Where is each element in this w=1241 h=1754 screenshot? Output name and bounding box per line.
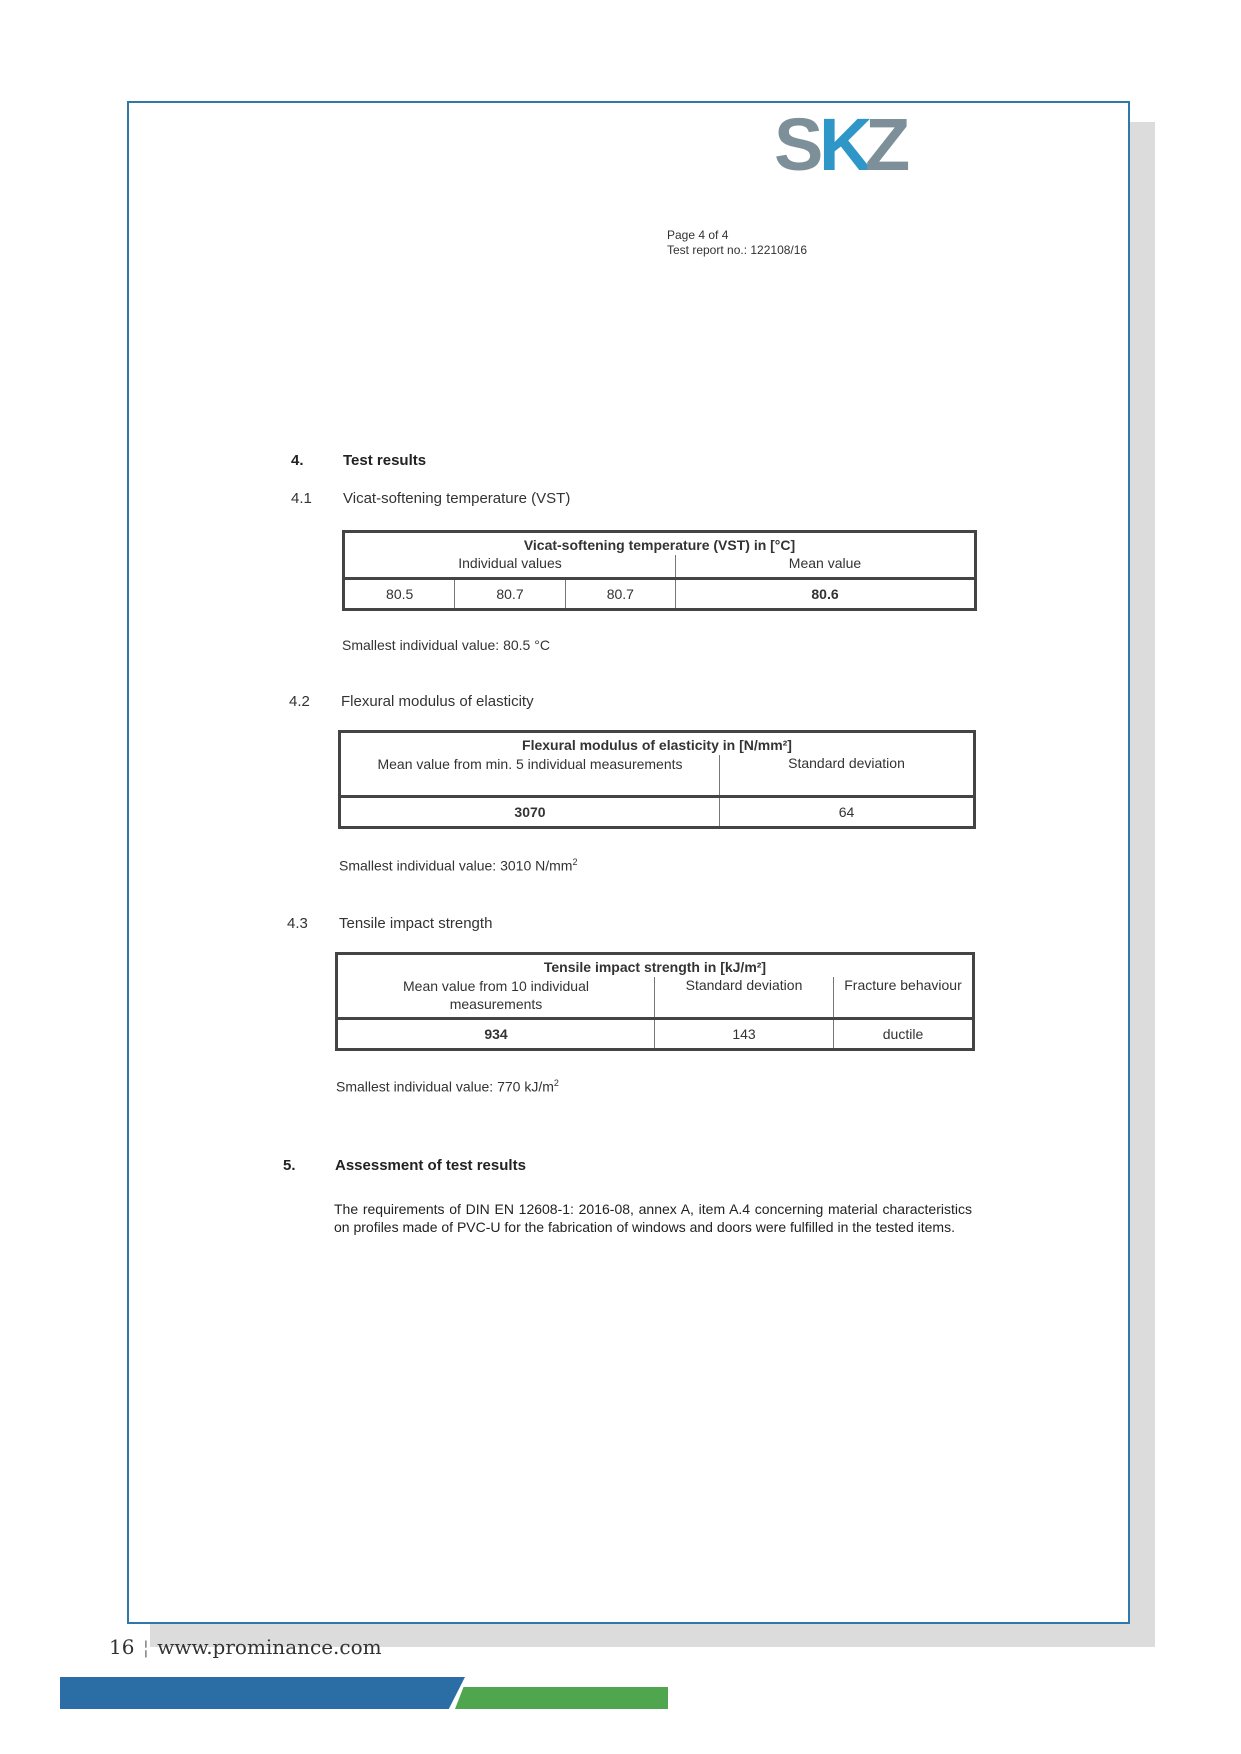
logo-letter-s: S: [774, 108, 824, 178]
flexural-smallest-note: Smallest individual value: 3010 $N/mm^2$: [339, 857, 578, 874]
footer-separator: ¦: [142, 1635, 150, 1659]
footer-page-number: 16: [109, 1635, 135, 1659]
tensile-mean-header: Mean value from 10 individual measurements: [337, 977, 655, 1019]
tensile-std-header: Standard deviation: [655, 977, 834, 1019]
document-frame: [127, 101, 1130, 1624]
flexural-std-value: 64: [720, 797, 975, 828]
vst-mean-value: 80.6: [676, 579, 976, 610]
logo-letter-k: K: [819, 108, 873, 178]
tensile-smallest-note: Smallest individual value: 770 $kJ/m^2$: [336, 1078, 559, 1095]
page-footer: [109, 1635, 382, 1659]
tensile-fracture-header: Fracture behaviour: [834, 977, 974, 1019]
vst-value-1: 80.5: [344, 579, 455, 610]
assessment-paragraph: The requirements of DIN EN 12608-1: 2016-08, annex A, item A.4 concerning material characteristics on profiles made of PVC-U for the fabrication of windows and doors were fulfilled in the tested items.: [334, 1201, 972, 1235]
tensile-table-caption: Tensile impact strength in [kJ/m²]: [337, 954, 974, 978]
vst-table-caption: Vicat-softening temperature (VST) in [°C]: [344, 532, 976, 556]
flexural-mean-value: 3070: [340, 797, 720, 828]
flexural-std-header: Standard deviation: [720, 755, 975, 797]
logo-letter-z: Z: [865, 108, 910, 178]
footer-green-bar: [455, 1687, 668, 1709]
footer-website-link[interactable]: www.prominance.com: [157, 1635, 382, 1659]
vst-individual-header: Individual values: [344, 555, 676, 579]
tensile-table: [335, 952, 975, 1051]
tensile-fracture-value: ductile: [834, 1019, 974, 1050]
flexural-table-caption: Flexural modulus of elasticity in [N/mm²]: [340, 732, 975, 756]
flexural-mean-header: Mean value from min. 5 individual measurements: [340, 755, 720, 797]
page-number-label: Page 4 of 4: [667, 228, 729, 242]
page-info: [667, 228, 807, 258]
tensile-mean-value: 934: [337, 1019, 655, 1050]
report-number-label: Test report no.: 122108/16: [667, 243, 808, 257]
vst-smallest-note: Smallest individual value: 80.5 °C: [342, 637, 550, 653]
skz-logo: [770, 108, 910, 178]
tensile-std-value: 143: [655, 1019, 834, 1050]
vst-value-3: 80.7: [565, 579, 675, 610]
vst-value-2: 80.7: [455, 579, 565, 610]
flexural-table: [338, 730, 976, 829]
vst-table: [342, 530, 977, 611]
vst-mean-header: Mean value: [676, 555, 976, 579]
footer-blue-bar: [60, 1677, 465, 1709]
